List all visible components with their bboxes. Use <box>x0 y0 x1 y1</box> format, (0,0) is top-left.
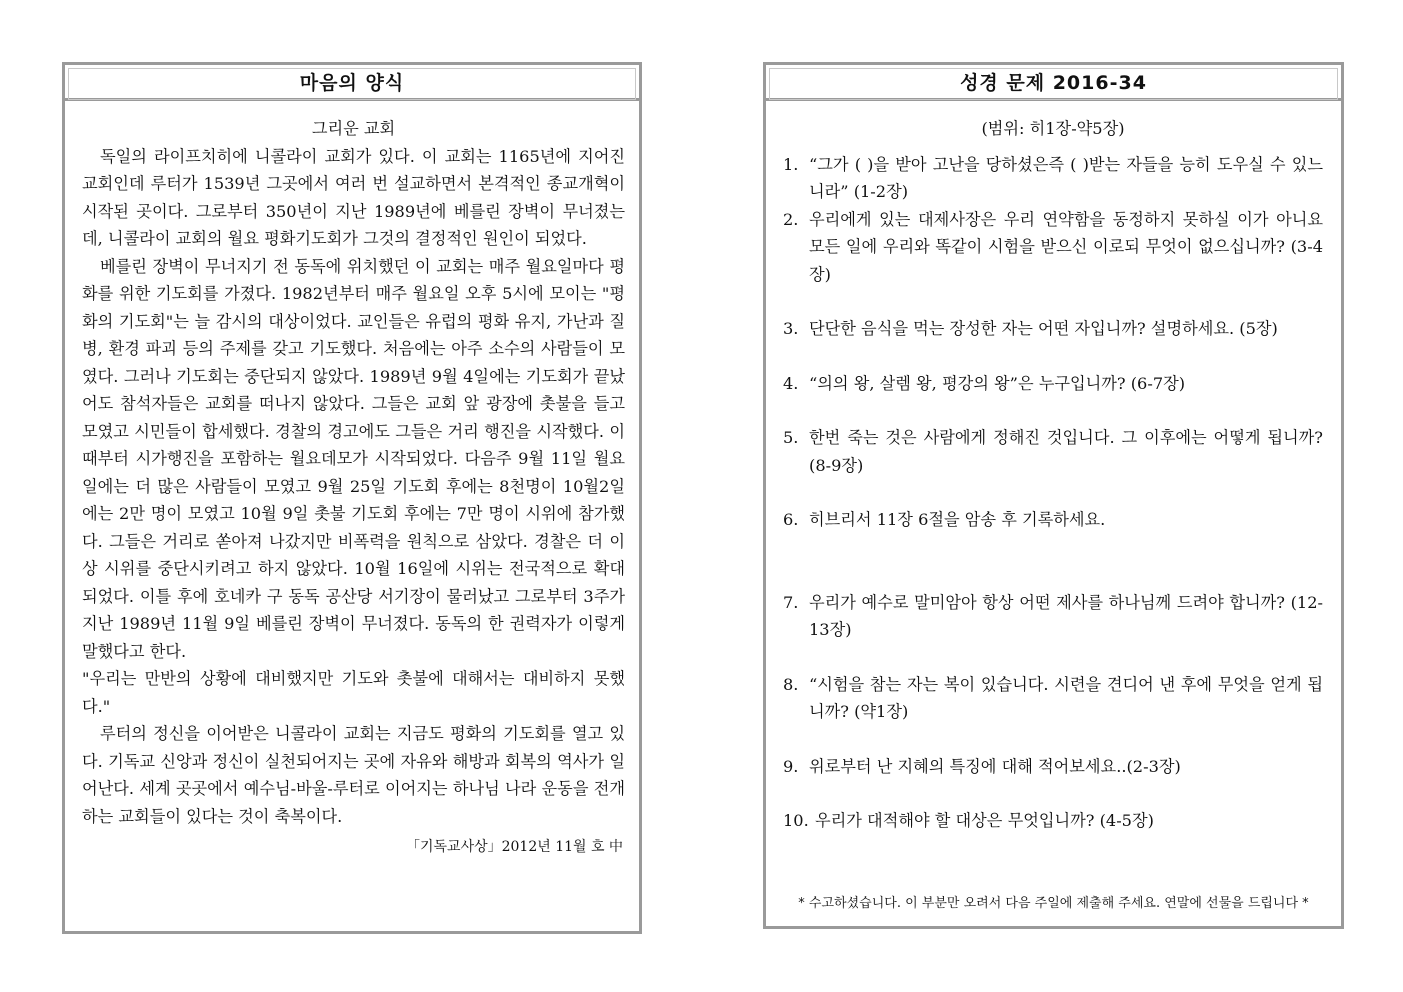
meditation-header: 마음의 양식 <box>65 65 639 101</box>
article-paragraph-4: 루터의 정신을 이어받은 니콜라이 교회는 지금도 평화의 기도회를 열고 있다. 기독교 신앙과 정신이 실천되어지는 곳에 자유와 해방과 회복의 역사가 일어난다. 세계 곳곳에서 예수님-바울-루터로 이어지는 하나님 나라 운동을 전개하는 교회들이 있다는 것이 축복이다. <box>82 724 625 826</box>
question-text: 위로부터 난 지혜의 특징에 대해 적어보세요..(2-3장) <box>809 756 1181 776</box>
question-number: 7. <box>783 592 799 612</box>
article-body <box>82 115 625 862</box>
question-text: 우리가 대적해야 할 대상은 무엇입니까? (4-5장) <box>815 811 1154 830</box>
article-quote: "우리는 만반의 상황에 대비했지만 기도와 촛불에 대해서는 대비하지 못했다." <box>82 669 625 716</box>
article-paragraph-2: 베를린 장벽이 무너지기 전 동독에 위치했던 이 교회는 매주 월요일마다 평화를 위한 기도회를 가졌다. 1982년부터 매주 월요일 오후 5시에 모이는 "평화의 기도회"는 늘 감시의 대상이었다. 교인들은 유럽의 평화 유지, 가난과 질병, 환경 파괴 등의 주제를 갖고 기도했다. 처음에는 아주 소수의 사람들이 모였다. 그러나 기도회는 중단되지 않았다. 1989년 9월 4일에는 기도회가 끝났어도 참석자들은 교회를 떠나지 않았다. 그들은 교회 앞 광장에 촛불을 들고 모였고 시민들이 합세했다. 경찰의 경고에도 그들은 거리 행진을 시작했다. 이때부터 시가행진을 포함하는 월요데모가 시작되었다. 다음주 9월 11일 월요일에는 더 많은 사람들이 모였고 9월 25일 기도회 후에는 8천명이 10월2일에는 2만 명이 모였고 10월 9일 촛불 기도회 후에는 7만 명이 시위에 참가했다. 그들은 거리로 쏟아져 나갔지만 비폭력을 원칙으로 삼았다. 경찰은 더 이상 시위를 중단시키려고 하지 않았다. 10월 16일에 시위는 전국적으로 확대되었다. 이틀 후에 호네카 구 동독 공산당 서기장이 물러났고 그로부터 3주가 지난 1989년 11월 9일 베를린 장벽이 무너졌다. 동독의 한 권력자가 이렇게 말했다고 한다. <box>82 256 625 661</box>
question-6 <box>783 506 1323 534</box>
question-number: 10. <box>783 811 809 830</box>
bible-quiz-panel <box>763 62 1344 929</box>
question-text: 우리에게 있는 대제사장은 우리 연약함을 동정하지 못하실 이가 아니요 모든 일에 우리와 똑같이 시험을 받으신 이로되 무엇이 없으십니까? (3-4장) <box>809 209 1323 284</box>
question-10 <box>783 807 1323 835</box>
question-number: 3. <box>783 319 799 338</box>
quiz-body <box>783 115 1323 835</box>
question-text: 히브리서 11장 6절을 암송 후 기록하세요. <box>809 510 1106 529</box>
question-number: 4. <box>783 373 799 393</box>
article-source: 「기독교사상」2012년 11월 호 中 <box>406 839 623 855</box>
question-text: 우리가 예수로 말미암아 항상 어떤 제사를 하나님께 드려야 합니까? (12-13장) <box>809 592 1323 639</box>
question-text: 한번 죽는 것은 사람에게 정해진 것입니다. 그 이후에는 어떻게 됩니까? (8-9장) <box>809 428 1323 475</box>
question-number: 9. <box>783 756 799 776</box>
meditation-panel <box>62 62 642 934</box>
question-number: 8. <box>783 674 799 694</box>
question-text: “그가 ( )을 받아 고난을 당하셨은즉 ( )받는 자들을 능히 도우실 수 있느니라” (1-2장) <box>809 154 1323 201</box>
question-5 <box>783 424 1323 479</box>
question-9 <box>783 753 1323 781</box>
question-text: “의의 왕, 살렘 왕, 평강의 왕”은 누구입니까? (6-7장) <box>809 373 1186 393</box>
question-3 <box>783 315 1323 343</box>
question-number: 1. <box>783 154 799 174</box>
quiz-range: (범위: 히1장-약5장) <box>981 119 1125 138</box>
article-title: 그리운 교회 <box>311 119 396 138</box>
question-text: “시험을 참는 자는 복이 있습니다. 시련을 견디어 낸 후에 무엇을 얻게 됩니까? (약1장) <box>809 674 1323 721</box>
question-4 <box>783 370 1323 398</box>
quiz-header: 성경 문제 2016-34 <box>766 65 1341 101</box>
question-8 <box>783 671 1323 726</box>
question-1 <box>783 151 1323 206</box>
question-number: 6. <box>783 510 799 529</box>
question-number: 5. <box>783 428 799 447</box>
question-number: 2. <box>783 209 799 229</box>
question-2 <box>783 206 1323 289</box>
quiz-footer-note: * 수고하셨습니다. 이 부분만 오려서 다음 주일에 제출해 주세요. 연말에 선물을 드립니다 * <box>798 896 1309 911</box>
question-7 <box>783 589 1323 644</box>
question-text: 단단한 음식을 먹는 장성한 자는 어떤 자입니까? 설명하세요. (5장) <box>809 319 1278 338</box>
article-paragraph-1: 독일의 라이프치히에 니콜라이 교회가 있다. 이 교회는 1165년에 지어진 교회인데 루터가 1539년 그곳에서 여러 번 설교하면서 본격적인 종교개혁이 시작된 곳이다. 그로부터 350년이 지난 1989년에 베를린 장벽이 무너졌는데, 니콜라이 교회의 월요 평화기도회가 그것의 결정적인 원인이 되었다. <box>82 146 625 248</box>
